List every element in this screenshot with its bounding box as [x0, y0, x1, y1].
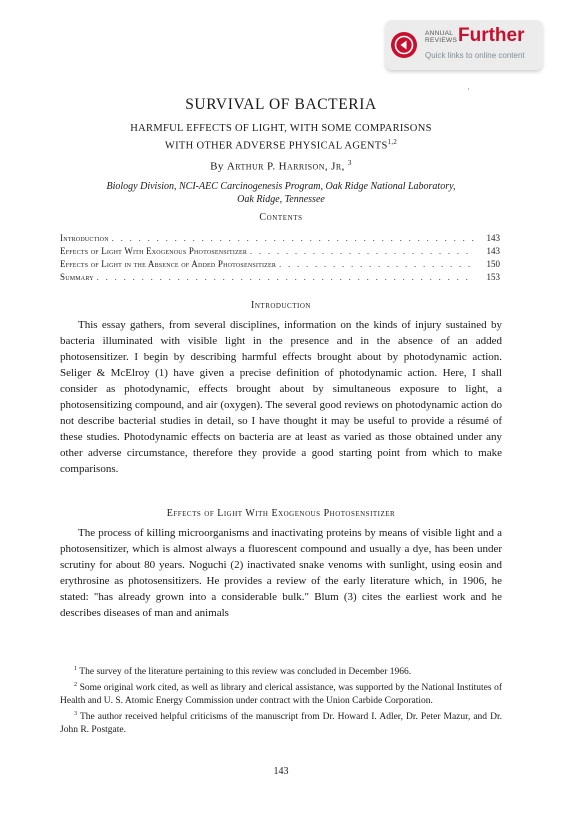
footnote: $^3$ The author received helpful criticisms of the manuscript from Dr. Howard I. Adler, Dr. Peter Mazur, and Dr. John R. Postgate. [60, 711, 502, 736]
affiliation: Biology Division, NCI-AEC Carcinogenesis Program, Oak Ridge National Laboratory, Oak Ridge, Tennessee [106, 181, 456, 205]
toc-item[interactable]: Summary . . . 153 [60, 271, 500, 284]
badge-annual-reviews: ANNUAL REVIEWS [425, 30, 458, 44]
paper-title: SURVIVAL OF BACTERIA [185, 96, 377, 113]
further-badge[interactable] [385, 20, 543, 70]
author-line: By Arthur P. Harrison, Jr, $^3$ [210, 159, 352, 173]
table-of-contents [60, 232, 500, 284]
introduction-heading: Introduction [251, 300, 311, 311]
stray-mark: · [467, 85, 470, 94]
badge-further: Further [458, 25, 525, 46]
page-number: 143 [273, 766, 289, 777]
introduction-paragraph: This essay gathers, from several disciplines, information on the kinds of injury sustained by bacteria illuminated with visible light in the presence and in the absence of an added photosensitizer. I begin by describing harmful effects brought about by photodynamic action. Seliger & McElroy (1) have given a precise definition of photodynamic action. Here, I shall consider as photodynamic, effects brought about by simultaneous exposure to light, a photosensitizing compound, and air (oxygen). The several good reviews on photodynamic action do not describe bacterial studies in detail, so I have thought it may be useful to provide a résumé of these studies. Photodynamic effects on bacteria are at least as varied as those obtained under any other adverse circumstance, therefore they provide a good starting point from which to make comparisons. [60, 319, 502, 475]
toc-item[interactable]: Effects of Light in the Absence of Added Photosensitizer . . . 150 [60, 258, 500, 271]
paper-subtitle: HARMFUL EFFECTS OF LIGHT, WITH SOME COMPARISONS WITH OTHER ADVERSE PHYSICAL AGENTS$^{1,2}$ [130, 123, 432, 152]
contents-heading: Contents [259, 212, 303, 223]
toc-item[interactable]: Introduction . . . 143 [60, 232, 500, 245]
footnote: $^1$ The survey of the literature pertaining to this review was concluded in December 1966. [74, 666, 412, 678]
footnote: $^2$ Some original work cited, as well as library and clerical assistance, was supported by the National Institutes of Health and U. S. Atomic Energy Commission under contract with the Union Carbide Corporation. [60, 682, 503, 707]
author-footnote-mark: 3 [347, 159, 352, 167]
toc-item[interactable]: Effects of Light With Exogenous Photosensitizer . . . 143 [60, 245, 500, 258]
subtitle-footnote-mark: 1,2 [387, 139, 398, 146]
section-paragraph: The process of killing microorganisms and inactivating proteins by means of visible light and a photosensitizer, which is almost always a fluorescent compound and usually a dye, has been under scrutiny for about 80 years. Noguchi (2) inactivated snake venoms with sunlight, using eosin and erythrosine as photosensitizers. He provides a review of the early literature which, in 1906, he stated: "has already grown into a considerable bulk." Blum (3) cites the earliest work and he describes diseases of man and animals [60, 527, 502, 619]
badge-quick-links[interactable]: Quick links to online content [425, 51, 525, 60]
author-name: Arthur P. Harrison, Jr, [226, 160, 345, 173]
footnotes [60, 663, 502, 737]
section-heading: Effects of Light With Exogenous Photosensitizer [166, 508, 396, 519]
arrow-left-icon [391, 32, 417, 58]
